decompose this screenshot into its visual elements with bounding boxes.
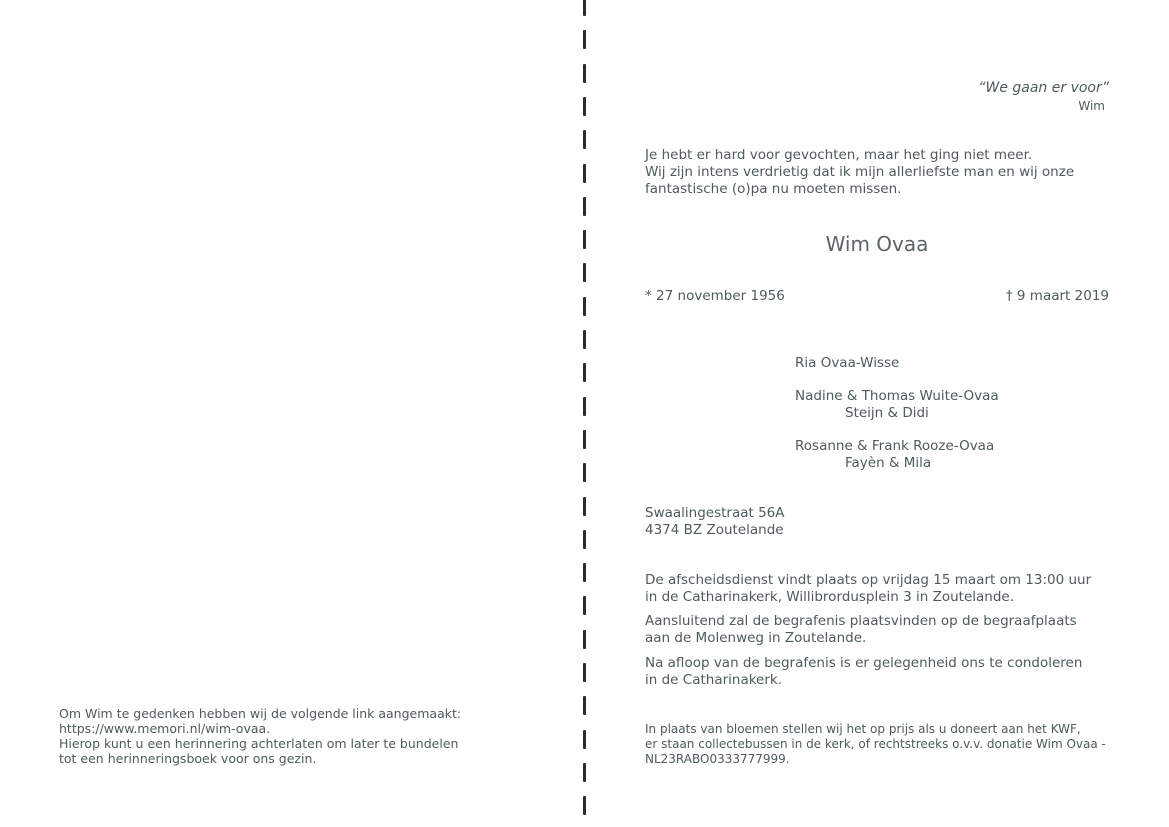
- donation-line: er staan collectebussen in de kerk, of rechtstreeks o.v.v. donatie Wim Ovaa -: [645, 737, 1106, 751]
- donation-line: In plaats van bloemen stellen wij het op prijs als u doneert aan het KWF,: [645, 722, 1081, 736]
- fold-dash: [583, 64, 586, 83]
- fold-dash: [583, 730, 586, 749]
- family-grandchildren: Fayèn & Mila: [845, 455, 932, 471]
- address-city: 4374 BZ Zoutelande: [645, 522, 784, 538]
- address-block: [645, 505, 785, 539]
- address-street: Swaalingestraat 56A: [645, 505, 785, 521]
- fold-dash: [583, 330, 586, 349]
- memorial-line: Om Wim te gedenken hebben wij de volgende link aangemaakt:: [59, 706, 462, 721]
- fold-dash: [583, 30, 586, 49]
- fold-dash: [583, 0, 586, 16]
- memorial-link[interactable]: https://www.memori.nl/wim-ovaa.: [59, 721, 271, 736]
- quote: “We gaan er voor”: [978, 80, 1109, 96]
- fold-dash: [583, 497, 586, 516]
- fold-dash: [583, 97, 586, 116]
- fold-dash: [583, 663, 586, 682]
- fold-dash: [583, 230, 586, 249]
- fold-dash: [583, 596, 586, 615]
- birth-date: * 27 november 1956: [645, 288, 785, 304]
- fold-dash: [583, 430, 586, 449]
- service-line: in de Catharinakerk, Willibrordusplein 3 in Zoutelande.: [645, 589, 1015, 605]
- deceased-name: Wim Ovaa: [825, 232, 929, 256]
- intro-text: [645, 147, 1074, 198]
- fold-dash: [583, 164, 586, 183]
- fold-dash: [583, 363, 586, 382]
- burial-line: Aansluitend zal de begrafenis plaatsvinden op de begraafplaats: [645, 613, 1077, 629]
- intro-line: fantastische (o)pa nu moeten missen.: [645, 181, 902, 197]
- service-text: [645, 572, 1091, 606]
- memorial-line: Hierop kunt u een herinnering achterlaten om later te bundelen: [59, 736, 459, 751]
- burial-line: aan de Molenweg in Zoutelande.: [645, 630, 867, 646]
- fold-dash: [583, 696, 586, 715]
- intro-line: Wij zijn intens verdrietig dat ik mijn allerliefste man en wij onze: [645, 164, 1075, 180]
- family-couple: Nadine & Thomas Wuite-Ovaa: [795, 388, 999, 404]
- fold-dash: [583, 263, 586, 282]
- fold-dash: [583, 463, 586, 482]
- death-date: † 9 maart 2019: [1005, 288, 1109, 304]
- fold-dash: [583, 197, 586, 216]
- condolence-line: Na afloop van de begrafenis is er gelegenheid ons te condoleren: [645, 655, 1083, 671]
- family-couple: Rosanne & Frank Rooze-Ovaa: [795, 438, 995, 454]
- family-grandchildren: Steijn & Didi: [845, 405, 929, 421]
- fold-dash: [583, 763, 586, 782]
- fold-dash: [583, 630, 586, 649]
- intro-line: Je hebt er hard voor gevochten, maar het ging niet meer.: [645, 147, 1033, 163]
- fold-dash: [583, 530, 586, 549]
- fold-dash: [583, 130, 586, 149]
- condolence-text: [645, 655, 1082, 689]
- fold-dash: [583, 297, 586, 316]
- service-line: De afscheidsdienst vindt plaats op vrijdag 15 maart om 13:00 uur: [645, 572, 1092, 588]
- family-spouse: Ria Ovaa-Wisse: [795, 355, 900, 371]
- quote-author: Wim: [1078, 99, 1105, 113]
- fold-dash: [583, 563, 586, 582]
- left-panel: [59, 706, 461, 766]
- family-block: [795, 355, 999, 472]
- memorial-line: tot een herinneringsboek voor ons gezin.: [59, 751, 317, 766]
- fold-dash: [583, 397, 586, 416]
- condolence-line: in de Catharinakerk.: [645, 672, 783, 688]
- fold-dash: [583, 796, 586, 815]
- donation-text: [645, 722, 1106, 767]
- burial-text: [645, 613, 1077, 647]
- fold-line: [583, 0, 587, 827]
- donation-line: NL23RABO0333777999.: [645, 752, 790, 766]
